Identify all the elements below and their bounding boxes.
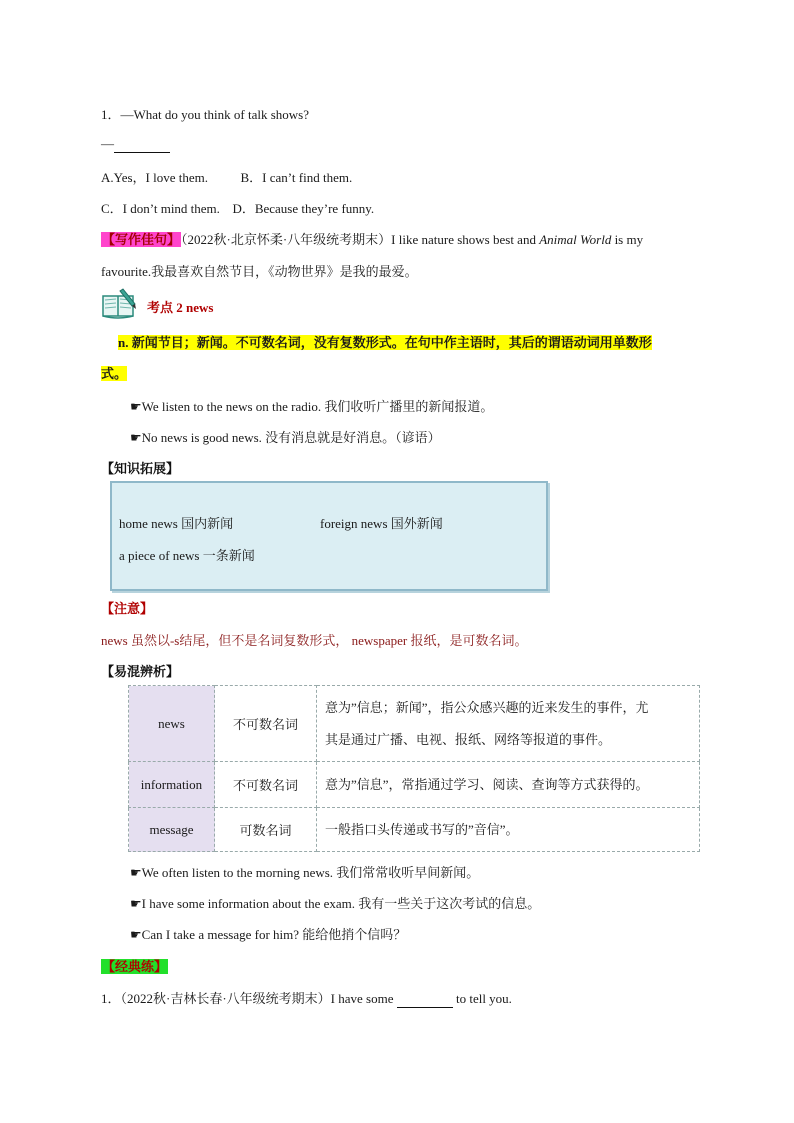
confusion-example-1: ☛We often listen to the morning news. 我们常常收听早间新闻。 [130, 865, 480, 880]
writing-sentence [101, 229, 643, 248]
writing-italic: Animal World [539, 232, 612, 247]
confusion-example-2: ☛I have some information about the exam. 我有一些关于这次考试的信息。 [130, 896, 541, 911]
table-row [129, 808, 700, 852]
practice-blank[interactable] [397, 991, 453, 1008]
writing-tail: is my [611, 232, 644, 247]
option-d[interactable]: D．Because they’re funny. [232, 201, 375, 216]
extension-label: 【知识拓展】 [101, 461, 180, 476]
confusion-example-3: ☛Can I take a message for him? 能给他捎个信吗？ [130, 927, 407, 942]
table-kind: 不可数名词 [215, 686, 317, 762]
table-word: news [129, 686, 215, 762]
note-label: 【注意】 [101, 601, 154, 616]
confusion-table [128, 685, 700, 852]
table-row [129, 686, 700, 762]
options-row-1 [101, 167, 352, 186]
options-row-2 [101, 198, 374, 217]
practice-label: 【经典练】 [102, 959, 168, 974]
table-desc: 一般指口头传递或书写的”音信”。 [317, 808, 700, 852]
extension-box [110, 481, 548, 591]
option-b[interactable]: B．I can’t find them. [240, 170, 353, 185]
kaodian-example-2: ☛No news is good news. 没有消息就是好消息。（谚语） [130, 430, 441, 445]
extension-item-2: foreign news 国外新闻 [320, 516, 443, 531]
option-c[interactable]: C．I don’t mind them. [101, 201, 220, 216]
kaodian-definition-1: n. 新闻节目；新闻。不可数名词，没有复数形式。在句中作主语时，其后的谓语动词用单数形 [118, 335, 652, 350]
answer-blank[interactable] [114, 136, 170, 153]
book-pencil-icon [101, 286, 139, 320]
writing-source: （2022秋·北京怀柔·八年级统考期末）I like nature shows best and [181, 232, 540, 247]
table-desc: 意为”信息；新闻”，指公众感兴趣的近来发生的事件，尤 其是通过广播、电视、报纸、网络等报道的事件。 [317, 686, 700, 762]
option-a[interactable]: A.Yes，I love them. [101, 170, 209, 185]
kaodian-definition-2: 式。 [101, 366, 128, 381]
table-word: message [129, 808, 215, 852]
kaodian-title: 考点 2 news [147, 300, 214, 315]
table-kind: 可数名词 [215, 808, 317, 852]
writing-tag: 【写作佳句】 [102, 232, 181, 247]
table-row [129, 762, 700, 808]
answer-dash: — [101, 136, 114, 151]
answer-blank-line [101, 136, 170, 153]
confusion-label: 【易混辨析】 [101, 664, 180, 679]
extension-item-3: a piece of news 一条新闻 [119, 548, 255, 563]
question-1: 1．—What do you think of talk shows? [101, 107, 309, 122]
table-kind: 不可数名词 [215, 762, 317, 808]
extension-item-1: home news 国内新闻 [119, 516, 234, 531]
note-text: news 虽然以-s结尾，但不是名词复数形式， newspaper 报纸，是可数名词。 [101, 633, 528, 648]
table-word: information [129, 762, 215, 808]
writing-translation: favourite.我最喜欢自然节目，《动物世界》是我的最爱。 [101, 264, 418, 279]
practice-question-1: 1．（2022秋·吉林长春·八年级统考期末）I have some to tell you. [101, 991, 512, 1006]
table-desc: 意为”信息”，常指通过学习、阅读、查询等方式获得的。 [317, 762, 700, 808]
kaodian-example-1: ☛We listen to the news on the radio. 我们收听广播里的新闻报道。 [130, 399, 494, 414]
